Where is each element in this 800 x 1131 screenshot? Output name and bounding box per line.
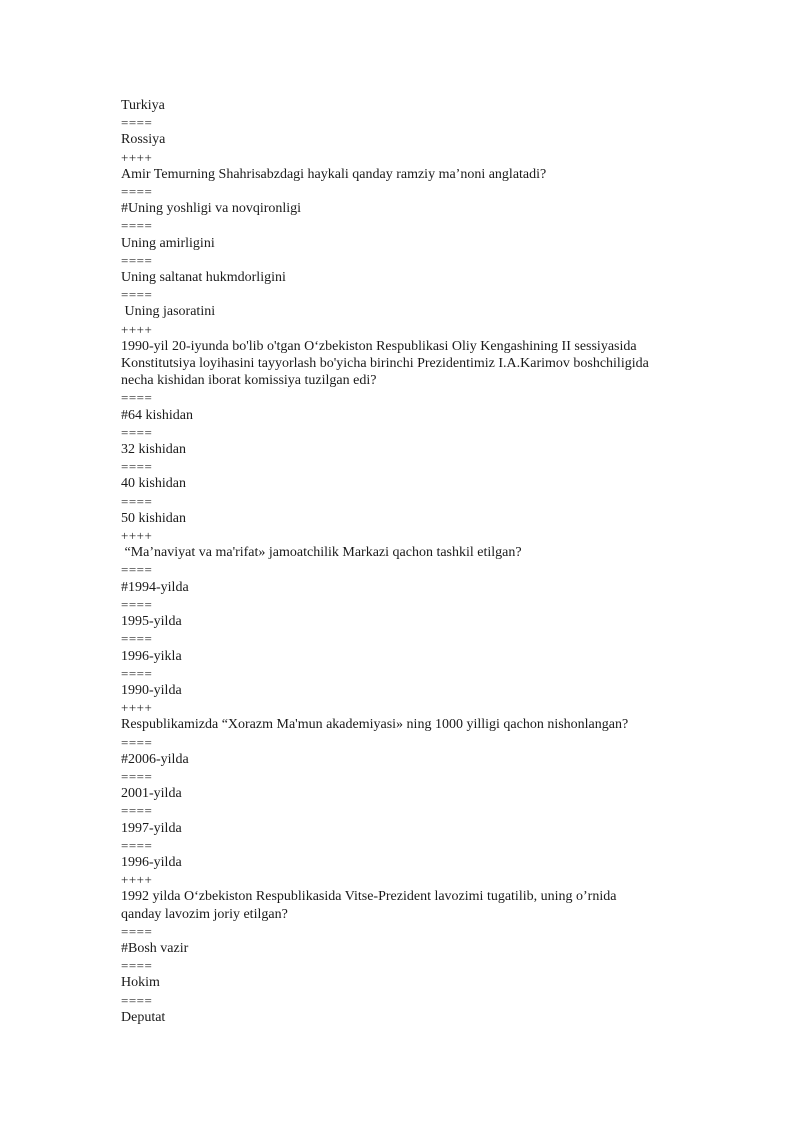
text-line: Uning jasoratini (121, 304, 216, 320)
text-line: Rossiya (121, 132, 166, 148)
separator-line: ++++ (121, 700, 153, 716)
text-line: Amir Temurning Shahrisabzdagi haykali qanday ramziy ma’noni anglatadi? (121, 166, 547, 182)
separator-line: ==== (121, 803, 153, 819)
separator-line: ==== (121, 665, 153, 681)
text-line: 2001-yilda (121, 786, 182, 802)
separator-line: ++++ (121, 872, 153, 888)
text-line: Turkiya (121, 98, 165, 113)
text-line: #Bosh vazir (121, 940, 189, 956)
text-line: Konstitutsiya loyihasini tayyorlash bo'yicha birinchi Prezidentimiz I.A.Karimov boshchiligida (121, 356, 649, 372)
document-body (121, 97, 681, 1026)
text-line: #2006-yilda (121, 751, 189, 767)
separator-line: ==== (121, 115, 153, 131)
text-line: Hokim (121, 975, 160, 991)
text-line: Deputat (121, 1009, 166, 1025)
separator-line: ++++ (121, 321, 153, 337)
text-line: necha kishidan iborat komissiya tuzilgan edi? (121, 373, 377, 389)
separator-line: ==== (121, 562, 153, 578)
text-line: 1990-yilda (121, 682, 182, 698)
separator-line: ==== (121, 734, 153, 750)
text-line: 1992 yilda O‘zbekiston Respublikasida Vitse-Prezident lavozimi tugatilib, uning o’rnida (121, 889, 617, 905)
separator-line: ==== (121, 287, 153, 303)
separator-line: ==== (121, 459, 153, 475)
text-line: #1994-yilda (121, 579, 189, 595)
text-line: Uning amirligini (121, 235, 215, 251)
text-line: #Uning yoshligi va novqironligi (121, 201, 302, 217)
separator-line: ==== (121, 184, 153, 200)
separator-line: ==== (121, 424, 153, 440)
separator-line: ==== (121, 252, 153, 268)
text-line: Respublikamizda “Xorazm Ma'mun akademiyasi» ning 1000 yilligi qachon nishonlangan? (121, 717, 629, 733)
text-line: qanday lavozim joriy etilgan? (121, 906, 288, 922)
text-line: 1996-yilda (121, 854, 182, 870)
separator-line: ==== (121, 958, 153, 974)
separator-line: ++++ (121, 149, 153, 165)
text-line: 40 kishidan (121, 476, 186, 492)
text-line: #64 kishidan (121, 407, 193, 423)
text-line: “Ma’naviyat va ma'rifat» jamoatchilik Markazi qachon tashkil etilgan? (121, 545, 522, 561)
separator-line: ==== (121, 218, 153, 234)
text-line: 1995-yilda (121, 614, 182, 630)
text-line: 1996-yikla (121, 648, 182, 664)
text-line: 50 kishidan (121, 510, 186, 526)
text-line: 32 kishidan (121, 442, 186, 458)
separator-line: ==== (121, 923, 153, 939)
separator-line: ++++ (121, 528, 153, 544)
separator-line: ==== (121, 837, 153, 853)
separator-line: ==== (121, 768, 153, 784)
text-line: 1990-yil 20-iyunda bo'lib o'tgan O‘zbekiston Respublikasi Oliy Kengashining II sessiyasida (121, 338, 637, 354)
separator-line: ==== (121, 390, 153, 406)
separator-line: ==== (121, 631, 153, 647)
text-line: Uning saltanat hukmdorligini (121, 270, 286, 286)
separator-line: ==== (121, 992, 153, 1008)
separator-line: ==== (121, 493, 153, 509)
separator-line: ==== (121, 596, 153, 612)
text-line: 1997-yilda (121, 820, 182, 836)
